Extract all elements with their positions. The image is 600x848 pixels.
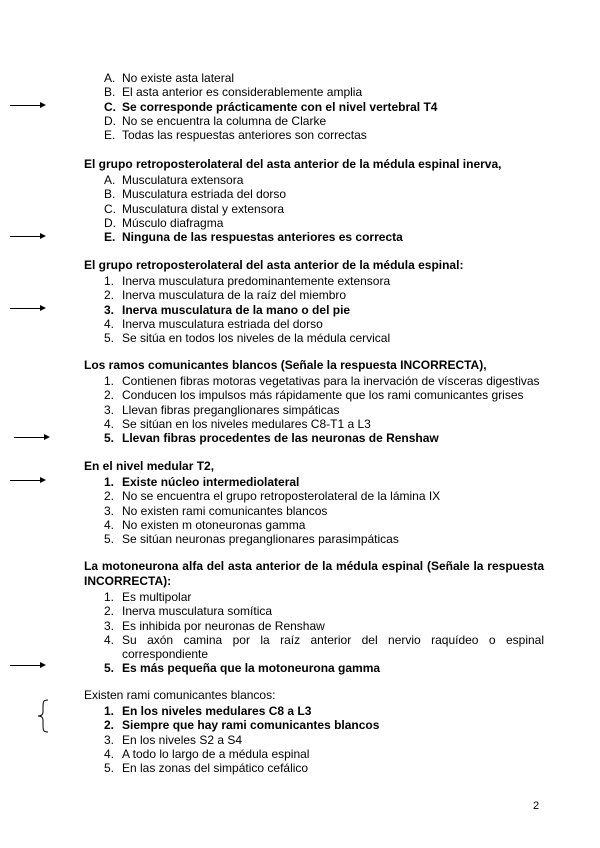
option-item-correct: 5. Es más pequeña que la motoneurona gamma [104, 661, 381, 676]
option-item: 5. En las zonas del simpático cefálico [104, 761, 309, 776]
page-number: 2 [533, 800, 540, 812]
option-item: 2. Conducen los impulsos más rápidamente que los rami comunicantes grises [104, 388, 524, 403]
option-list [84, 274, 544, 345]
option-item: 2. No se encuentra el grupo retroposterolateral de la lámina IX [104, 489, 441, 504]
option-item: 5. Se sitúa en todos los niveles de la médula cervical [104, 331, 391, 346]
option-item-correct: 3. Inerva musculatura de la mano o del pie [104, 302, 351, 317]
option-item: A. Musculatura extensora [104, 173, 244, 187]
question-text: La motoneurona alfa del asta anterior de la médula espinal (Señale la respuesta INCORRECTA): [84, 559, 544, 588]
question-block-7 [84, 688, 544, 775]
question-text: Los ramos comunicantes blancos (Señale la respuesta INCORRECTA), [84, 358, 487, 372]
question-block-6 [84, 559, 544, 676]
option-item: 4. Su axón camina por la raíz anterior del nervio raquídeo o espinal correspondiente [104, 632, 544, 662]
option-item: 4. No existen m otoneuronas gamma [104, 517, 306, 532]
question-text: Existen rami comunicantes blancos: [84, 688, 276, 702]
option-list [84, 704, 544, 775]
option-item-correct: 2. Siempre que hay rami comunicantes blancos [104, 718, 380, 733]
option-item: B. El asta anterior es considerablemente amplia [104, 85, 363, 100]
option-list [84, 590, 544, 676]
question-block-1 [84, 71, 544, 142]
option-item: 3. Llevan fibras preganglionares simpáticas [104, 402, 340, 417]
option-item-correct: E. Ninguna de las respuestas anteriores es correcta [104, 230, 403, 245]
question-block-4 [84, 358, 544, 445]
option-item-correct: C. Se corresponde prácticamente con el nivel vertebral T4 [104, 99, 438, 114]
question-text: En el nivel medular T2, [84, 459, 215, 473]
option-item: E. Todas las respuestas anteriores son correctas [104, 128, 367, 143]
option-item: 3. Es inhibida por neuronas de Renshaw [104, 618, 325, 633]
arrow-right-icon [14, 434, 50, 441]
option-item: 3. No existen rami comunicantes blancos [104, 503, 328, 518]
arrow-right-icon [10, 662, 46, 669]
option-item-correct: 1. Existe núcleo intermediolateral [104, 475, 300, 489]
question-block-5 [84, 459, 544, 546]
option-item: 1. Contienen fibras motoras vegetativas para la inervación de vísceras digestivas [104, 374, 540, 388]
option-list [84, 475, 544, 546]
option-item: A. No existe asta lateral [104, 71, 235, 85]
arrow-right-icon [10, 102, 46, 109]
option-item: 4. Se sitúan en los niveles medulares C8-T1 a L3 [104, 416, 371, 431]
option-list [84, 173, 544, 244]
option-item-correct: 5. Llevan fibras procedentes de las neuronas de Renshaw [104, 431, 439, 446]
option-item: 5. Se sitúan neuronas preganglionares parasimpáticas [104, 532, 399, 547]
option-item: D. Músculo diafragma [104, 215, 224, 230]
question-block-2 [84, 157, 544, 244]
option-item: 1. Inerva musculatura predominantemente extensora [104, 274, 391, 288]
option-item: 3. En los niveles S2 a S4 [104, 732, 243, 747]
option-list [84, 374, 544, 445]
question-text: El grupo retroposterolateral del asta anterior de la médula espinal inerva, [84, 157, 502, 171]
arrow-right-icon [10, 305, 46, 312]
arrow-right-icon [10, 233, 46, 240]
curly-brace-icon [36, 699, 50, 733]
option-item-correct: 1. En los niveles medulares C8 a L3 [104, 704, 312, 718]
question-text: El grupo retroposterolateral del asta anterior de la médula espinal: [84, 258, 464, 272]
option-item: C. Musculatura distal y extensora [104, 201, 285, 216]
option-item: 1. Es multipolar [104, 590, 192, 604]
option-item: D. No se encuentra la columna de Clarke [104, 113, 327, 128]
option-item: 2. Inerva musculatura somítica [104, 604, 273, 619]
option-list [84, 71, 544, 142]
option-item: 4. Inerva musculatura estriada del dorso [104, 316, 323, 331]
option-item: 2. Inerva musculatura de la raíz del miembro [104, 288, 347, 303]
arrow-right-icon [10, 477, 46, 484]
option-item: 4. A todo lo largo de a médula espinal [104, 746, 310, 761]
question-block-3 [84, 258, 544, 345]
option-item: B. Musculatura estriada del dorso [104, 187, 287, 202]
